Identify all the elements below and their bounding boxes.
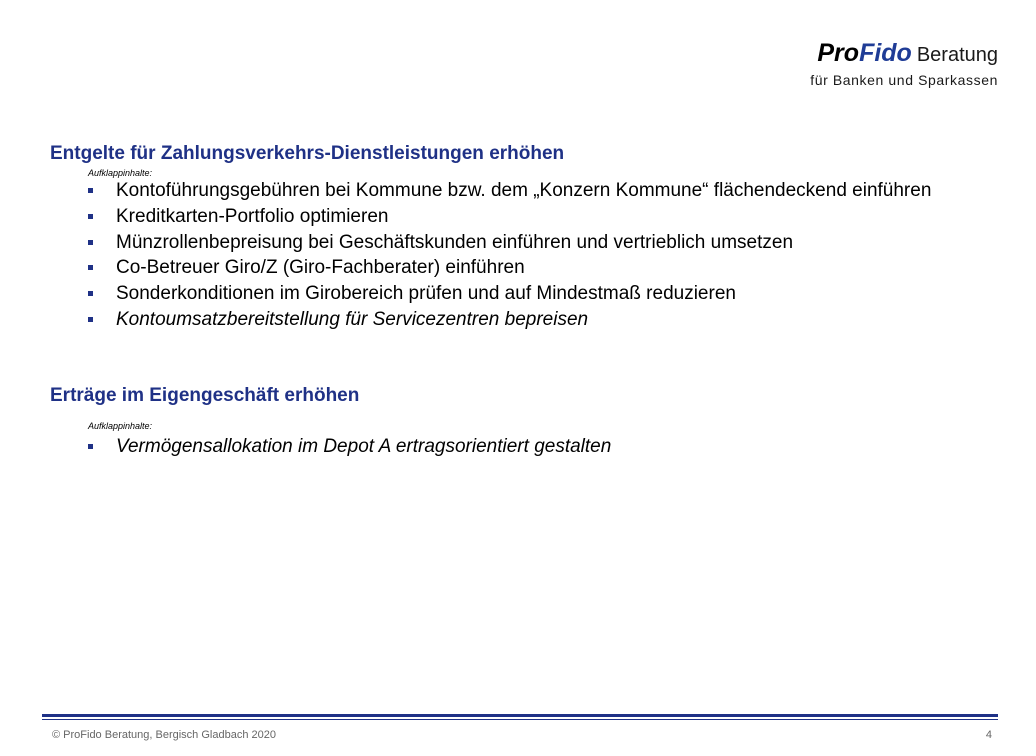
bullet-list-income (88, 434, 968, 460)
logo-tagline: für Banken und Sparkassen (810, 72, 998, 88)
logo-fido: Fido (859, 39, 912, 67)
bullet-icon (88, 188, 93, 193)
list-item (88, 255, 968, 281)
section-title-fees: Entgelte für Zahlungsverkehrs-Dienstleistungen erhöhen (50, 143, 565, 164)
list-item-text: Kontoführungsgebühren bei Kommune bzw. dem „Konzern Kommune“ flächendeckend einführen (116, 180, 932, 201)
section-title-income: Erträge im Eigengeschäft erhöhen (50, 385, 360, 406)
list-item-text: Co-Betreuer Giro/Z (Giro-Fachberater) einführen (116, 257, 525, 279)
page-number: 4 (985, 729, 992, 741)
bullet-icon (88, 444, 93, 449)
bullet-list-fees (88, 178, 968, 333)
list-item-text: Kontoumsatzbereitstellung für Servicezentren bepreisen (116, 308, 589, 330)
list-item (88, 230, 968, 256)
list-item (88, 204, 968, 230)
section-sublabel-income: Aufklappinhalte: (88, 421, 153, 431)
bullet-icon (88, 265, 93, 270)
list-item (88, 281, 968, 307)
bullet-icon (88, 317, 93, 322)
logo-wordmark (810, 38, 998, 70)
bullet-icon (88, 240, 93, 245)
list-item (88, 307, 968, 333)
footer-divider-thin (42, 719, 998, 720)
list-item-text: Münzrollenbepreisung bei Geschäftskunden einführen und vertrieblich umsetzen (116, 231, 794, 253)
footer-divider (42, 714, 998, 717)
company-logo (810, 38, 998, 88)
logo-pro: Pro (817, 39, 860, 67)
section-sublabel-fees: Aufklappinhalte: (88, 168, 153, 178)
list-item (88, 434, 968, 460)
list-item-text: Vermögensallokation im Depot A ertragsorientiert gestalten (116, 436, 612, 457)
list-item (88, 178, 968, 204)
footer-copyright: © ProFido Beratung, Bergisch Gladbach 2020 (52, 729, 276, 741)
list-item-text: Kreditkarten-Portfolio optimieren (116, 205, 389, 227)
bullet-icon (88, 214, 93, 219)
list-item-text: Sonderkonditionen im Girobereich prüfen und auf Mindestmaß reduzieren (116, 283, 736, 305)
bullet-icon (88, 291, 93, 296)
logo-beratung: Beratung (916, 44, 998, 66)
